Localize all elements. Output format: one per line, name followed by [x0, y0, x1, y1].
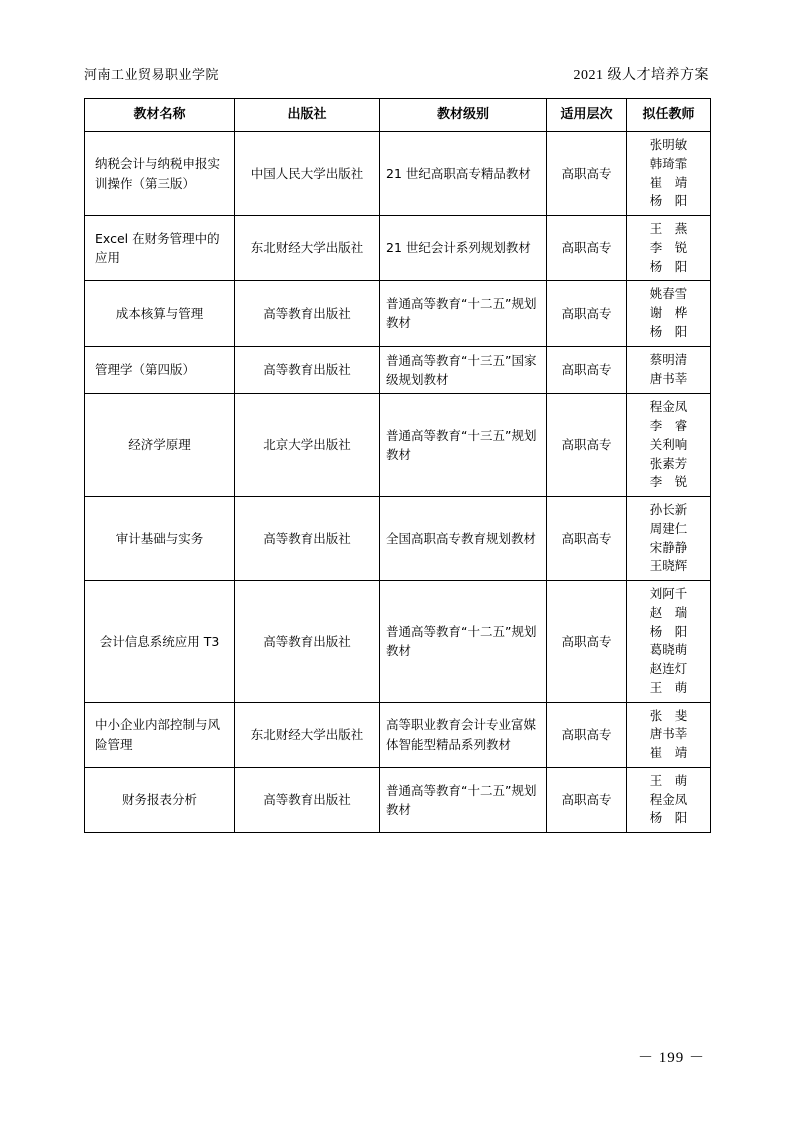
table-row — [85, 216, 711, 281]
teacher-name: 李 锐 — [649, 474, 688, 490]
teacher-name: 杨 阳 — [649, 193, 688, 209]
cell-textbook-level: 普通高等教育“十二五”规划教材 — [380, 581, 547, 703]
cell-applicable-tier: 高职高专 — [547, 281, 627, 346]
teacher-name: 唐书莘 — [649, 370, 688, 386]
table-row — [85, 346, 711, 394]
cell-publisher: 高等教育出版社 — [235, 281, 380, 346]
teacher-name: 杨 阳 — [649, 323, 688, 339]
teacher-name: 王晓辉 — [649, 558, 688, 574]
page-header — [84, 64, 709, 84]
cell-textbook-level: 高等职业教育会计专业富媒体智能型精品系列教材 — [380, 702, 547, 767]
textbook-table — [84, 98, 711, 833]
teacher-name: 李 锐 — [649, 239, 688, 255]
page-number: － 199 － — [637, 1050, 705, 1066]
cell-teachers — [627, 132, 711, 216]
teacher-name: 张明敏 — [649, 137, 688, 152]
column-header-publisher: 出版社 — [235, 99, 380, 132]
teacher-name: 程金凤 — [649, 791, 688, 807]
cell-textbook-level: 普通高等教育“十三五”规划教材 — [380, 394, 547, 497]
teacher-name: 杨 阳 — [649, 810, 688, 826]
teacher-name: 崔 靖 — [649, 745, 688, 760]
cell-textbook-name: 纳税会计与纳税申报实训操作（第三版） — [85, 132, 235, 216]
teacher-name: 张 斐 — [649, 707, 688, 723]
table-body — [85, 132, 711, 833]
column-header-tier: 适用层次 — [547, 99, 627, 132]
cell-textbook-level: 全国高职高专教育规划教材 — [380, 497, 547, 581]
column-header-level: 教材级别 — [380, 99, 547, 132]
cell-publisher: 中国人民大学出版社 — [235, 132, 380, 216]
teacher-name: 关利响 — [649, 436, 688, 452]
cell-applicable-tier: 高职高专 — [547, 497, 627, 581]
table-row — [85, 581, 711, 703]
teacher-name: 杨 阳 — [649, 258, 688, 274]
cell-publisher: 东北财经大学出版社 — [235, 216, 380, 281]
cell-applicable-tier: 高职高专 — [547, 702, 627, 767]
teacher-name: 张素芳 — [649, 455, 688, 471]
textbook-table-wrapper — [84, 98, 710, 833]
cell-applicable-tier: 高职高专 — [547, 581, 627, 703]
teacher-name: 谢 桦 — [649, 305, 688, 320]
cell-teachers — [627, 281, 711, 346]
cell-publisher: 高等教育出版社 — [235, 581, 380, 703]
teacher-name: 唐书莘 — [649, 726, 688, 742]
teacher-name: 葛晓萌 — [649, 642, 688, 658]
table-row — [85, 281, 711, 346]
teacher-name: 王 萌 — [649, 679, 688, 695]
cell-textbook-level: 普通高等教育“十二五”规划教材 — [380, 281, 547, 346]
cell-teachers — [627, 702, 711, 767]
cell-applicable-tier: 高职高专 — [547, 767, 627, 832]
cell-applicable-tier: 高职高专 — [547, 394, 627, 497]
cell-textbook-name: 经济学原理 — [85, 394, 235, 497]
header-institution: 河南工业贸易职业学院 — [84, 68, 220, 83]
cell-publisher: 高等教育出版社 — [235, 497, 380, 581]
teacher-name: 姚春雪 — [649, 286, 688, 302]
cell-textbook-name: 成本核算与管理 — [85, 281, 235, 346]
cell-teachers — [627, 767, 711, 832]
teacher-name: 李 睿 — [649, 418, 688, 433]
cell-textbook-level: 普通高等教育“十三五”国家级规划教材 — [380, 346, 547, 394]
teacher-name: 韩琦霏 — [649, 155, 688, 171]
column-header-teachers: 拟任教师 — [627, 99, 711, 132]
teacher-name: 孙长新 — [649, 502, 688, 517]
cell-textbook-level: 21 世纪会计系列规划教材 — [380, 216, 547, 281]
cell-teachers — [627, 497, 711, 581]
cell-teachers — [627, 346, 711, 394]
cell-textbook-name: 财务报表分析 — [85, 767, 235, 832]
teacher-name: 杨 阳 — [649, 623, 688, 639]
teacher-name: 宋静静 — [649, 539, 688, 555]
table-row — [85, 132, 711, 216]
cell-teachers — [627, 581, 711, 703]
cell-textbook-name: Excel 在财务管理中的应用 — [85, 216, 235, 281]
cell-teachers — [627, 216, 711, 281]
cell-publisher: 北京大学出版社 — [235, 394, 380, 497]
cell-textbook-name: 中小企业内部控制与风险管理 — [85, 702, 235, 767]
header-document-title: 2021 级人才培养方案 — [573, 68, 709, 83]
table-row — [85, 497, 711, 581]
cell-teachers — [627, 394, 711, 497]
cell-publisher: 高等教育出版社 — [235, 346, 380, 394]
cell-applicable-tier: 高职高专 — [547, 132, 627, 216]
cell-applicable-tier: 高职高专 — [547, 346, 627, 394]
column-header-name: 教材名称 — [85, 99, 235, 132]
teacher-name: 赵连灯 — [649, 661, 688, 676]
teacher-name: 王 萌 — [649, 772, 688, 788]
teacher-name: 刘阿千 — [649, 586, 688, 601]
table-row — [85, 702, 711, 767]
cell-textbook-name: 审计基础与实务 — [85, 497, 235, 581]
cell-textbook-name: 会计信息系统应用 T3 — [85, 581, 235, 703]
cell-publisher: 高等教育出版社 — [235, 767, 380, 832]
table-header-row — [85, 99, 711, 132]
table-row — [85, 767, 711, 832]
cell-textbook-level: 21 世纪高职高专精品教材 — [380, 132, 547, 216]
teacher-name: 蔡明清 — [649, 352, 688, 368]
teacher-name: 赵 瑞 — [649, 604, 688, 620]
teacher-name: 周建仁 — [649, 520, 688, 536]
cell-textbook-name: 管理学（第四版） — [85, 346, 235, 394]
cell-applicable-tier: 高职高专 — [547, 216, 627, 281]
teacher-name: 崔 靖 — [649, 174, 688, 190]
teacher-name: 王 燕 — [649, 221, 688, 236]
table-row — [85, 394, 711, 497]
cell-textbook-level: 普通高等教育“十二五”规划教材 — [380, 767, 547, 832]
cell-publisher: 东北财经大学出版社 — [235, 702, 380, 767]
teacher-name: 程金凤 — [649, 399, 688, 415]
